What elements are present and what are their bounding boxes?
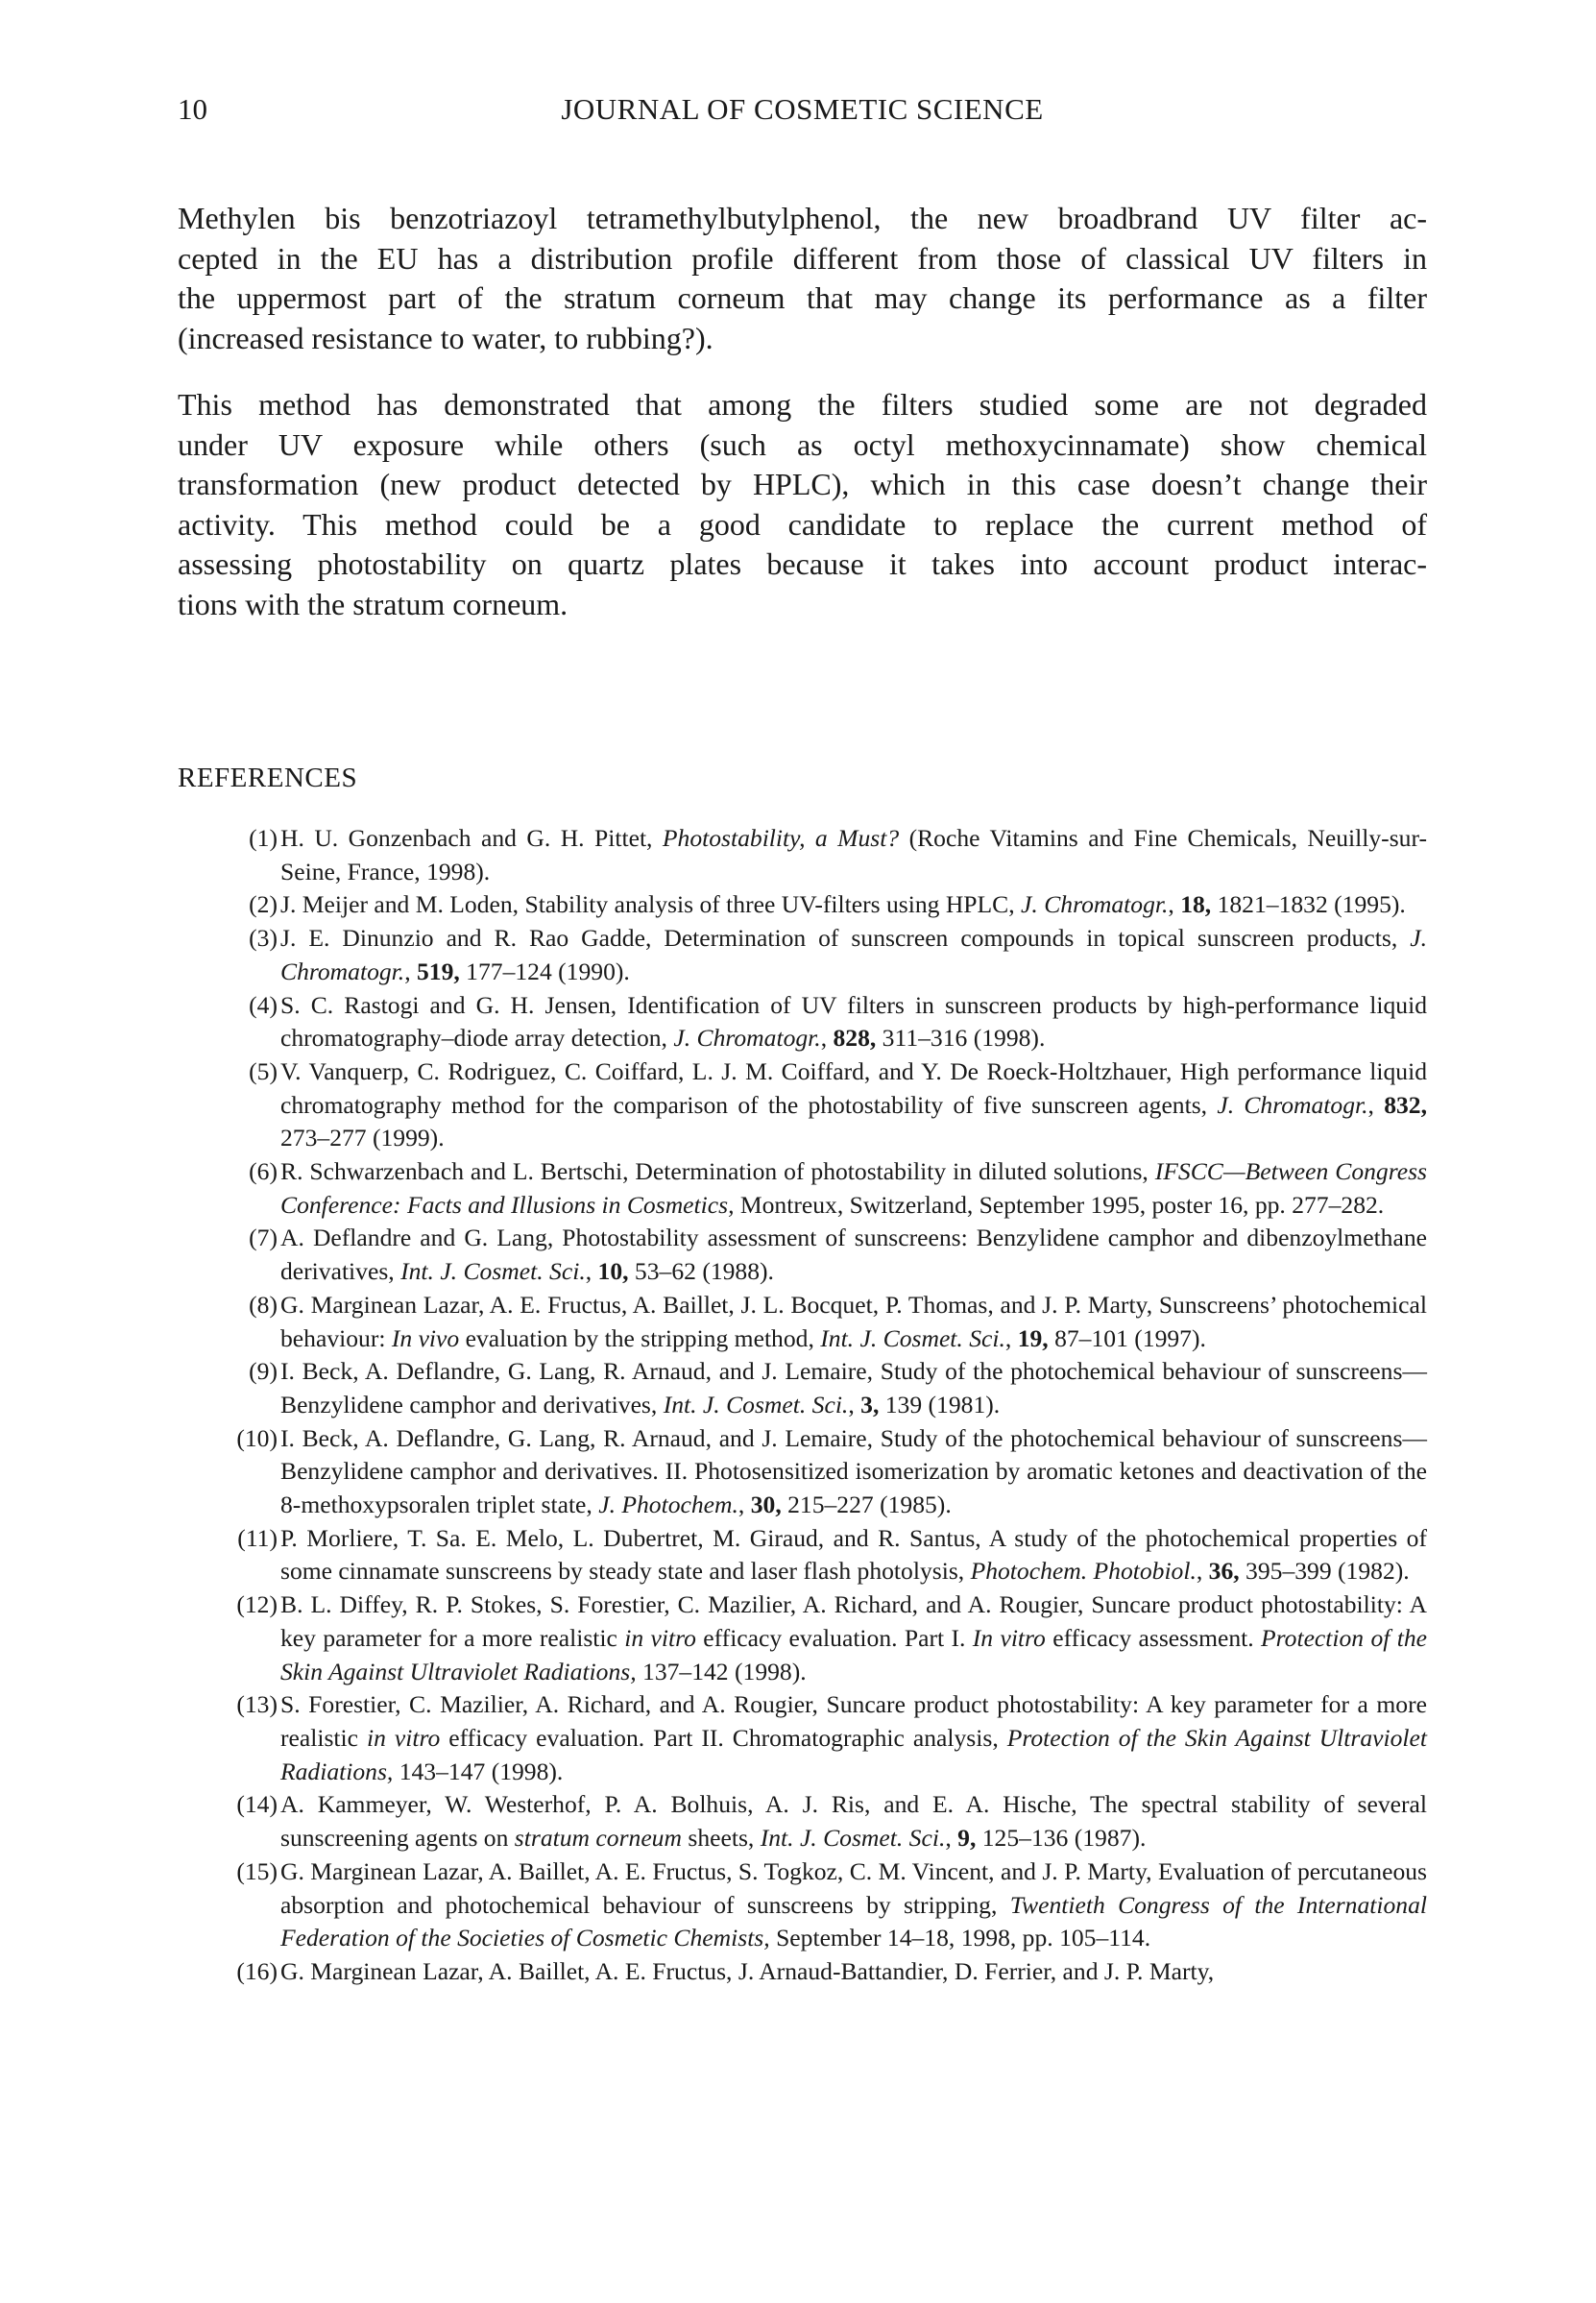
reference-item [178,1289,1427,1355]
reference-text: I. Beck, A. Deflandre, G. Lang, R. Arnaud, and J. Lemaire, Study of the photochemical behaviour of sunscreens—Benzylidene camphor and derivatives. II. Photosensitized isomerization by aromatic ketones and deactivation of the 8-methoxypsoralen triplet state, [280,1423,1427,1519]
journal-title: JOURNAL OF COSMETIC SCIENCE [561,92,1044,126]
reference-italic-text: IFSCC—Between Congress Conference: Facts and Illusions in Cosmetics, [280,1157,1427,1219]
reference-italic-text: Int. J. Cosmet. Sci. [820,1323,1005,1352]
reference-volume: 9, [957,1824,977,1853]
reference-text: 137–142 (1998). [636,1657,807,1685]
reference-volume: 18, [1180,890,1212,919]
text-line: tions with the stratum corneum. [178,586,568,621]
reference-italic-text: Twentieth Congress of the International Federation of the Societies of Cosmetic Chemists, [280,1890,1427,1952]
reference-item [178,1155,1427,1222]
reference-number: (15) [236,1856,278,1885]
text-line: assessing photostability on quartz plates because it takes into account product interac- [178,546,1427,581]
reference-text: J. Meijer and M. Loden, Stability analysis of three UV-filters using HPLC, [280,890,1022,919]
reference-number: (5) [249,1056,278,1085]
reference-text: , [1168,890,1181,919]
reference-volume: 19, [1017,1323,1049,1352]
reference-text: , [820,1024,834,1053]
references-heading: REFERENCES [178,763,358,794]
reference-text: , [738,1491,751,1519]
reference-item [178,1688,1427,1788]
reference-text: 395–399 (1982). [1239,1557,1410,1586]
reference-text: September 14–18, 1998, pp. 105–114. [769,1924,1151,1952]
reference-number: (11) [237,1523,278,1552]
reference-italic-text: Protection of the Skin Against Ultraviolet Radiations, [280,1723,1428,1785]
text-line: This method has demonstrated that among the filters studied some are not degraded [178,387,1427,422]
reference-text: J. E. Dinunzio and R. Rao Gadde, Determination of sunscreen compounds in topical sunscreen products, [280,924,1411,953]
reference-italic-text: Int. J. Cosmet. Sci. [400,1257,586,1286]
reference-text: G. Marginean Lazar, A. Baillet, A. E. Fructus, S. Togkoz, C. M. Vincent, and J. P. Marty, Evaluation of percutaneous absorption and photochemical behaviour of sunscreens by stripping, [280,1856,1427,1919]
reference-number: (12) [236,1590,278,1619]
reference-text: P. Morliere, T. Sa. E. Melo, L. Dubertret, M. Giraud, and R. Santus, A study of the photochemical properties of some cinnamate sunscreens by steady state and laser flash photolysis, [280,1523,1427,1586]
reference-number: (7) [249,1224,278,1252]
reference-text: , [848,1390,861,1418]
reference-text: 1821–1832 (1995). [1211,890,1406,919]
reference-item [178,888,1427,922]
reference-number: (8) [249,1290,278,1319]
reference-italic-text: J. Photochem. [598,1491,738,1519]
reference-list [178,822,1427,1989]
text-line: activity. This method could be a good candidate to replace the current method of [178,506,1427,542]
reference-text: 311–316 (1998). [876,1024,1046,1053]
reference-italic-text: J. Chromatogr. [280,924,1427,985]
text-line: cepted in the EU has a distribution profile different from those of classical UV filters in [178,240,1427,276]
reference-text: efficacy evaluation. Part I. [695,1623,973,1652]
reference-italic-text: In vitro [972,1623,1046,1652]
reference-text: evaluation by the stripping method, [459,1323,821,1352]
reference-text: , [404,957,417,985]
reference-text: G. Marginean Lazar, A. E. Fructus, A. Baillet, J. L. Bocquet, P. Thomas, and J. P. Marty, Sunscreens’ photochemical behaviour: [280,1290,1427,1352]
reference-italic-text: in vitro [367,1723,441,1752]
reference-item [178,822,1427,888]
reference-number: (1) [249,824,278,852]
reference-text: 273–277 (1999). [280,1124,445,1152]
reference-text: 139 (1981). [879,1390,1001,1418]
reference-italic-text: J. Chromatogr. [1217,1090,1368,1119]
reference-number: (9) [249,1357,278,1386]
reference-text: S. Forestier, C. Mazilier, A. Richard, and A. Rougier, Suncare product photostability: A key parameter for a more realistic [280,1690,1427,1752]
body-paragraph [178,199,1427,358]
reference-item [178,1788,1427,1855]
reference-text: efficacy assessment. [1045,1623,1262,1652]
reference-text: , [1367,1090,1385,1119]
reference-volume: 30, [750,1491,782,1519]
reference-text: A. Kammeyer, W. Westerhof, P. A. Bolhuis, A. J. Ris, and E. A. Hische, The spectral stability of several sunscreening agents on [280,1790,1427,1853]
reference-text: A. Deflandre and G. Lang, Photostability assessment of sunscreens: Benzylidene camphor and dibenzoylmethane derivatives, [280,1224,1427,1286]
reference-volume: 36, [1208,1557,1240,1586]
reference-text: 177–124 (1990). [459,957,630,985]
reference-item [178,1588,1427,1688]
reference-number: (10) [236,1423,278,1452]
reference-italic-text: in vitro [624,1623,696,1652]
reference-number: (16) [236,1956,278,1985]
reference-text: efficacy evaluation. Part II. Chromatographic analysis, [440,1723,1007,1752]
reference-italic-text: Photochem. Photobiol. [970,1557,1197,1586]
reference-italic-text: Photostability, a Must? [662,824,900,852]
reference-text: (Roche Vitamins and Fine Chemicals, Neuilly-sur-Seine, France, 1998). [280,824,1427,885]
reference-number: (4) [249,990,278,1019]
reference-text: S. C. Rastogi and G. H. Jensen, Identification of UV filters in sunscreen products by high-performance liquid chromatography–diode array detection, [280,990,1427,1053]
reference-italic-text: Int. J. Cosmet. Sci. [760,1824,946,1853]
reference-text: 215–227 (1985). [781,1491,952,1519]
reference-number: (6) [249,1157,278,1186]
page-number: 10 [178,92,207,126]
reference-text: 143–147 (1998). [393,1757,564,1785]
reference-text: R. Schwarzenbach and L. Bertschi, Determination of photostability in diluted solutions, [280,1157,1155,1186]
reference-item [178,1955,1427,1989]
text-line: Methylen bis benzotriazoyl tetramethylbutylphenol, the new broadbrand UV filter ac- [178,201,1427,235]
text-line: transformation (new product detected by HPLC), which in this case doesn’t change their [178,467,1427,501]
reference-text: , [1196,1557,1209,1586]
reference-text: Montreux, Switzerland, September 1995, poster 16, pp. 277–282. [734,1190,1385,1219]
reference-text: , [945,1824,958,1853]
reference-volume: 519, [416,957,460,985]
reference-italic-text: Int. J. Cosmet. Sci. [663,1390,849,1418]
reference-text: H. U. Gonzenbach and G. H. Pittet, [280,824,663,852]
reference-text: I. Beck, A. Deflandre, G. Lang, R. Arnaud, and J. Lemaire, Study of the photochemical behaviour of sunscreens—Benzylidene camphor and derivatives, [280,1357,1427,1418]
reference-text: , [1004,1323,1018,1352]
text-line: (increased resistance to water, to rubbing?). [178,320,713,355]
reference-item [178,1422,1427,1522]
reference-text: G. Marginean Lazar, A. Baillet, A. E. Fructus, J. Arnaud-Battandier, D. Ferrier, and J. P. Marty, [280,1956,1215,1985]
reference-item [178,1855,1427,1955]
running-header [178,92,1427,131]
reference-italic-text: J. Chromatogr. [1021,890,1169,919]
reference-volume: 828, [833,1024,877,1053]
reference-item [178,922,1427,988]
reference-number: (3) [249,924,278,953]
reference-text: V. Vanquerp, C. Rodriguez, C. Coiffard, L. J. M. Coiffard, and Y. De Roeck-Holtzhauer, High performance liquid chromatography method for the comparison of the photostability of five sunscreen agents, [280,1056,1427,1119]
reference-text: , [585,1257,598,1286]
reference-italic-text: stratum corneum [514,1824,682,1853]
reference-item [178,1355,1427,1421]
reference-number: (14) [236,1790,278,1819]
reference-item [178,1055,1427,1155]
body-text [178,199,1427,651]
reference-italic-text: J. Chromatogr. [673,1024,821,1053]
reference-text: B. L. Diffey, R. P. Stokes, S. Forestier, C. Mazilier, A. Richard, and A. Rougier, Suncare product photostability: A key parameter for a more realistic [280,1590,1427,1652]
reference-number: (2) [249,890,278,919]
reference-item [178,1222,1427,1288]
reference-item [178,1522,1427,1588]
body-paragraph [178,385,1427,624]
text-line: the uppermost part of the stratum corneum that may change its performance as a filter [178,280,1427,315]
reference-text: 53–62 (1988). [628,1257,774,1286]
reference-text: 87–101 (1997). [1048,1323,1206,1352]
reference-volume: 10, [597,1257,629,1286]
reference-italic-text: In vivo [391,1323,460,1352]
reference-italic-text: Protection of the Skin Against Ultraviolet Radiations, [280,1623,1427,1685]
reference-item [178,989,1427,1055]
reference-volume: 3, [860,1390,880,1418]
reference-number: (13) [236,1690,278,1719]
reference-text: sheets, [681,1824,761,1853]
reference-volume: 832, [1384,1090,1427,1119]
reference-text: 125–136 (1987). [976,1824,1147,1853]
text-line: under UV exposure while others (such as octyl methoxycinnamate) show chemical [178,426,1427,462]
